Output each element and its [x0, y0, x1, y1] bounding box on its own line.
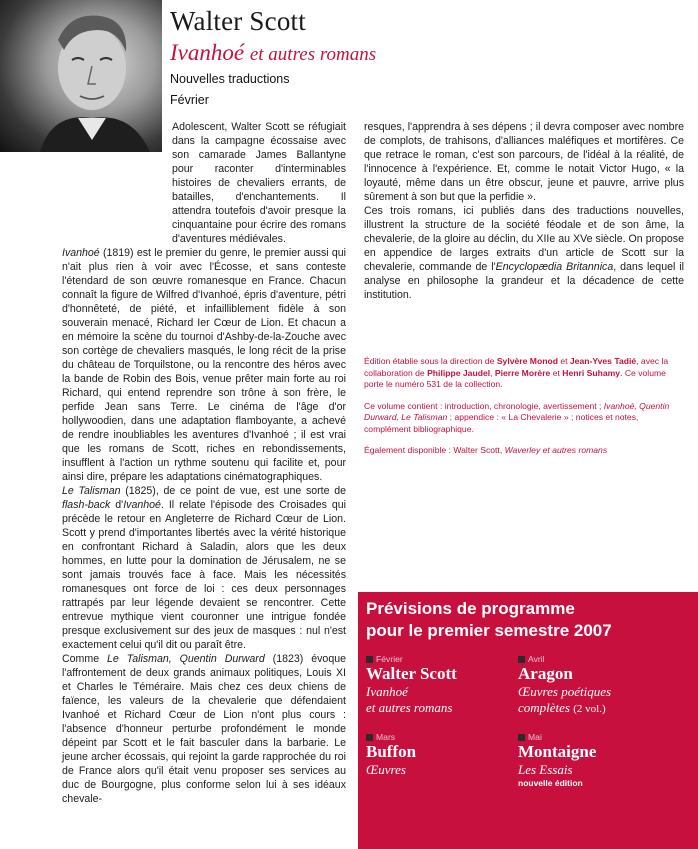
body-right-column [364, 120, 684, 302]
entry-title: Œuvres poétiques [518, 684, 612, 699]
text-talisman-b: d' [110, 499, 124, 511]
note-contents-b: ; appendice : « La Chevalerie » ; notices et notes, complément bibliographique. [364, 412, 639, 434]
titles-quentin: Le Talisman, Quentin Durward [107, 653, 265, 665]
square-bullet-icon [366, 734, 373, 741]
entry-month-label: Février [376, 654, 403, 664]
author-name: Walter Scott [170, 6, 306, 36]
entry-author: Montaigne [518, 742, 597, 761]
entry-author: Walter Scott [366, 664, 457, 683]
note-available-a: Également disponible : Walter Scott, [364, 445, 505, 455]
square-bullet-icon [518, 734, 525, 741]
text-talisman-c: . Il relate l'épisode des Croisades qui précède le retour en Angleterre de Richard Cœur de Lion. Scott y prend d'importantes libertés avec la vérité historique en confrontant Richard à Saladin, alors que les deux hommes, en lutte pour la domination de Jérusalem, ne se sont jamais trouvés face à face. Mais les nécessités romanesques ont force de loi : ces deux personnages rattrapés par leur légende devaient se rencontrer. Cette entrevue mythique vient couronner une intrigue fondée presque exclusivement sur des jeux de masques : nul n'est exactement celui qu'il dit ou paraît être. [62, 499, 347, 651]
editor-name: Henri Suhamy [562, 367, 621, 378]
book-title [170, 40, 376, 66]
note-contents-titles: Ivanhoé, Quentin Durward, Le Talisman [364, 400, 670, 422]
programme-box [358, 592, 698, 849]
note-editors-f: . Ce volume porte le numéro 531 de la collection. [364, 367, 666, 389]
editor-name: Philippe Jaudel [427, 367, 491, 378]
text-three-novels-b: , dans lequel il analyse en philosophe la grandeur et la décadence de cette institution. [364, 261, 684, 301]
text-quentin-a: Comme [62, 653, 108, 665]
entry-title-line2 [518, 700, 611, 717]
note-editors-c: , avec la collaboration de [364, 356, 669, 378]
entry-author: Buffon [366, 742, 417, 761]
note-contents-a: Ce volume contient : introduction, chronologie, avertissement ; [364, 400, 604, 411]
paragraph-intro: Adolescent, Walter Scott se réfugiait dans la campagne écossaise avec son camarade James Ballantyne pour raconter d'interminables histoires de chevaliers errants, de batailles, d'enchantements. Il attendra toutefois d'avoir presque la cinquantaine pour écrire des romans d'aventures médiévales. [172, 121, 346, 245]
entry-volumes: (2 vol.) [573, 703, 606, 715]
text-talisman-a: (1825), de ce point de vue, est une sorte de [120, 485, 346, 497]
note-editors-a: Édition établie sous la direction de [364, 356, 497, 366]
entry-month [366, 654, 457, 664]
paragraph-continuation: resques, l'apprendra à ses dépens ; il devra composer avec nombre de complots, de trahisons, d'alliances maléfiques et mortifères. Ce que retrace le roman, c'est son parcours, de l'idéal à la réalité, de l'innocence à l'expérience. Et, comme le notait Victor Hugo, « la loyauté, même dans un être obscur, jeune et pauvre, arrive plus sûrement à son but que la perfidie ». [364, 121, 684, 203]
editor-name: Pierre Morère [494, 367, 551, 378]
entry-title-line2-text: complètes [518, 700, 570, 715]
entry-title: Œuvres [366, 762, 406, 777]
entry-month [518, 732, 596, 742]
entry-month-label: Mars [376, 732, 396, 742]
paragraph-ivanhoe [62, 246, 346, 484]
entry-author: Aragon [518, 664, 573, 683]
entry-month [366, 732, 416, 742]
entry-month-label: Mai [528, 732, 542, 742]
text-quentin-b: (1823) évoque l'affrontement de deux grands animaux politiques, Louis XI et Charles le Téméraire. Mais chez ces deux chiens de faïence, les valeurs de la chevalerie que défendaient Ivanhoé et Richard Cœur de Lion n'ont plus cours : l'absence d'honneur perturbe profondément le monde dépeint par Scott et le fait basculer dans la barbarie. Le jeune archer écossais, qui rejoint la garde rapprochée du roi de France alors qu'il était venu proposer ses services au duc de Bourgogne, plus conforme selon lui à ses idéaux chevale- [62, 653, 346, 805]
note-editors-e: et [550, 367, 563, 378]
body-left-column [62, 120, 346, 806]
note-contents [364, 401, 684, 436]
entry-title-line2: et autres romans [366, 700, 453, 715]
entry-month-label: Avril [528, 654, 545, 664]
paragraph-three-novels [364, 204, 684, 302]
programme-entry [366, 732, 416, 778]
entry-edition: nouvelle édition [518, 778, 583, 788]
publication-month: Février [170, 93, 209, 107]
title-rest: et autres romans [249, 44, 377, 65]
title-main: Ivanhoé [170, 40, 245, 65]
programme-entry [366, 654, 457, 716]
note-available [364, 445, 684, 457]
note-editors-b: et [557, 356, 570, 366]
entry-title: Ivanhoé [366, 684, 408, 699]
text-ivanhoe: (1819) est le premier du genre, le premier aussi qui n'ait plus rien à voir avec l'Écosse, et sans conteste l'étendard de son œuvre romanesque en France. Chacun connaît la figure de Wilfred d'Ivanhoé, épris d'aventure, pétri d'honnêteté, de piété, et infailliblement fidèle à son souverain menacé, Richard Ier Cœur de Lion. Et chacun a en mémoire la scène du tournoi d'Ashby-de-la-Zouche avec son cortège de chevaliers masqués, le long récit de la prise du château de Torquilstone, ou la rencontre des héros avec la bande de Robin des Bois, venue prêter main forte au roi Richard, qui entend reprendre son trône à son frère, le perfide Jean sans Terre. Le cinéma de l'âge d'or hollywoodien, dans une adaptation flamboyante, a achevé de rendre inoubliables les aventures d'Ivanhoé ; il est vrai que les romans de Scott, riches en rebondissements, insufflent à l'action un rythme soutenu qui facilite et, pour ainsi dire, prépare les adaptations cinématographiques. [62, 247, 346, 483]
note-editors-d: , [490, 367, 495, 378]
text-three-novels-a: Ces trois romans, ici publiés dans des traductions nouvelles, illustrent la structure de la société féodale et de son âme, la chevalerie, de la gloire au déclin, du XIIe au XVe siècle. On propose en appendice de larges extraits d'un article de Scott sur la chevalerie, commande de l' [364, 205, 684, 273]
entry-month [518, 654, 611, 664]
note-editors [364, 356, 684, 391]
paragraph-quentin [62, 652, 346, 806]
subtitle: Nouvelles traductions [170, 72, 290, 86]
programme-title [366, 598, 686, 642]
title-ivanhoe: Ivanhoé [62, 247, 100, 259]
square-bullet-icon [366, 656, 373, 663]
entry-title: Les Essais [518, 762, 573, 777]
paragraph-talisman [62, 484, 346, 652]
edition-notes [364, 356, 684, 467]
text-flashback: flash-back [62, 499, 111, 511]
title-ivanhoe-ref: Ivanhoé [123, 499, 161, 511]
programme-entry [518, 654, 611, 717]
editor-name: Sylvère Monod [496, 356, 558, 366]
programme-entry [518, 732, 596, 788]
title-talisman: Le Talisman [62, 485, 121, 497]
programme-title-line2: pour le premier semestre 2007 [366, 621, 612, 640]
square-bullet-icon [518, 656, 525, 663]
title-encyclopaedia: Encyclopædia Britannica [495, 261, 614, 273]
note-available-title: Waverley et autres romans [504, 445, 608, 455]
programme-title-line1: Prévisions de programme [366, 599, 575, 618]
editor-name: Jean-Yves Tadié [569, 356, 637, 366]
